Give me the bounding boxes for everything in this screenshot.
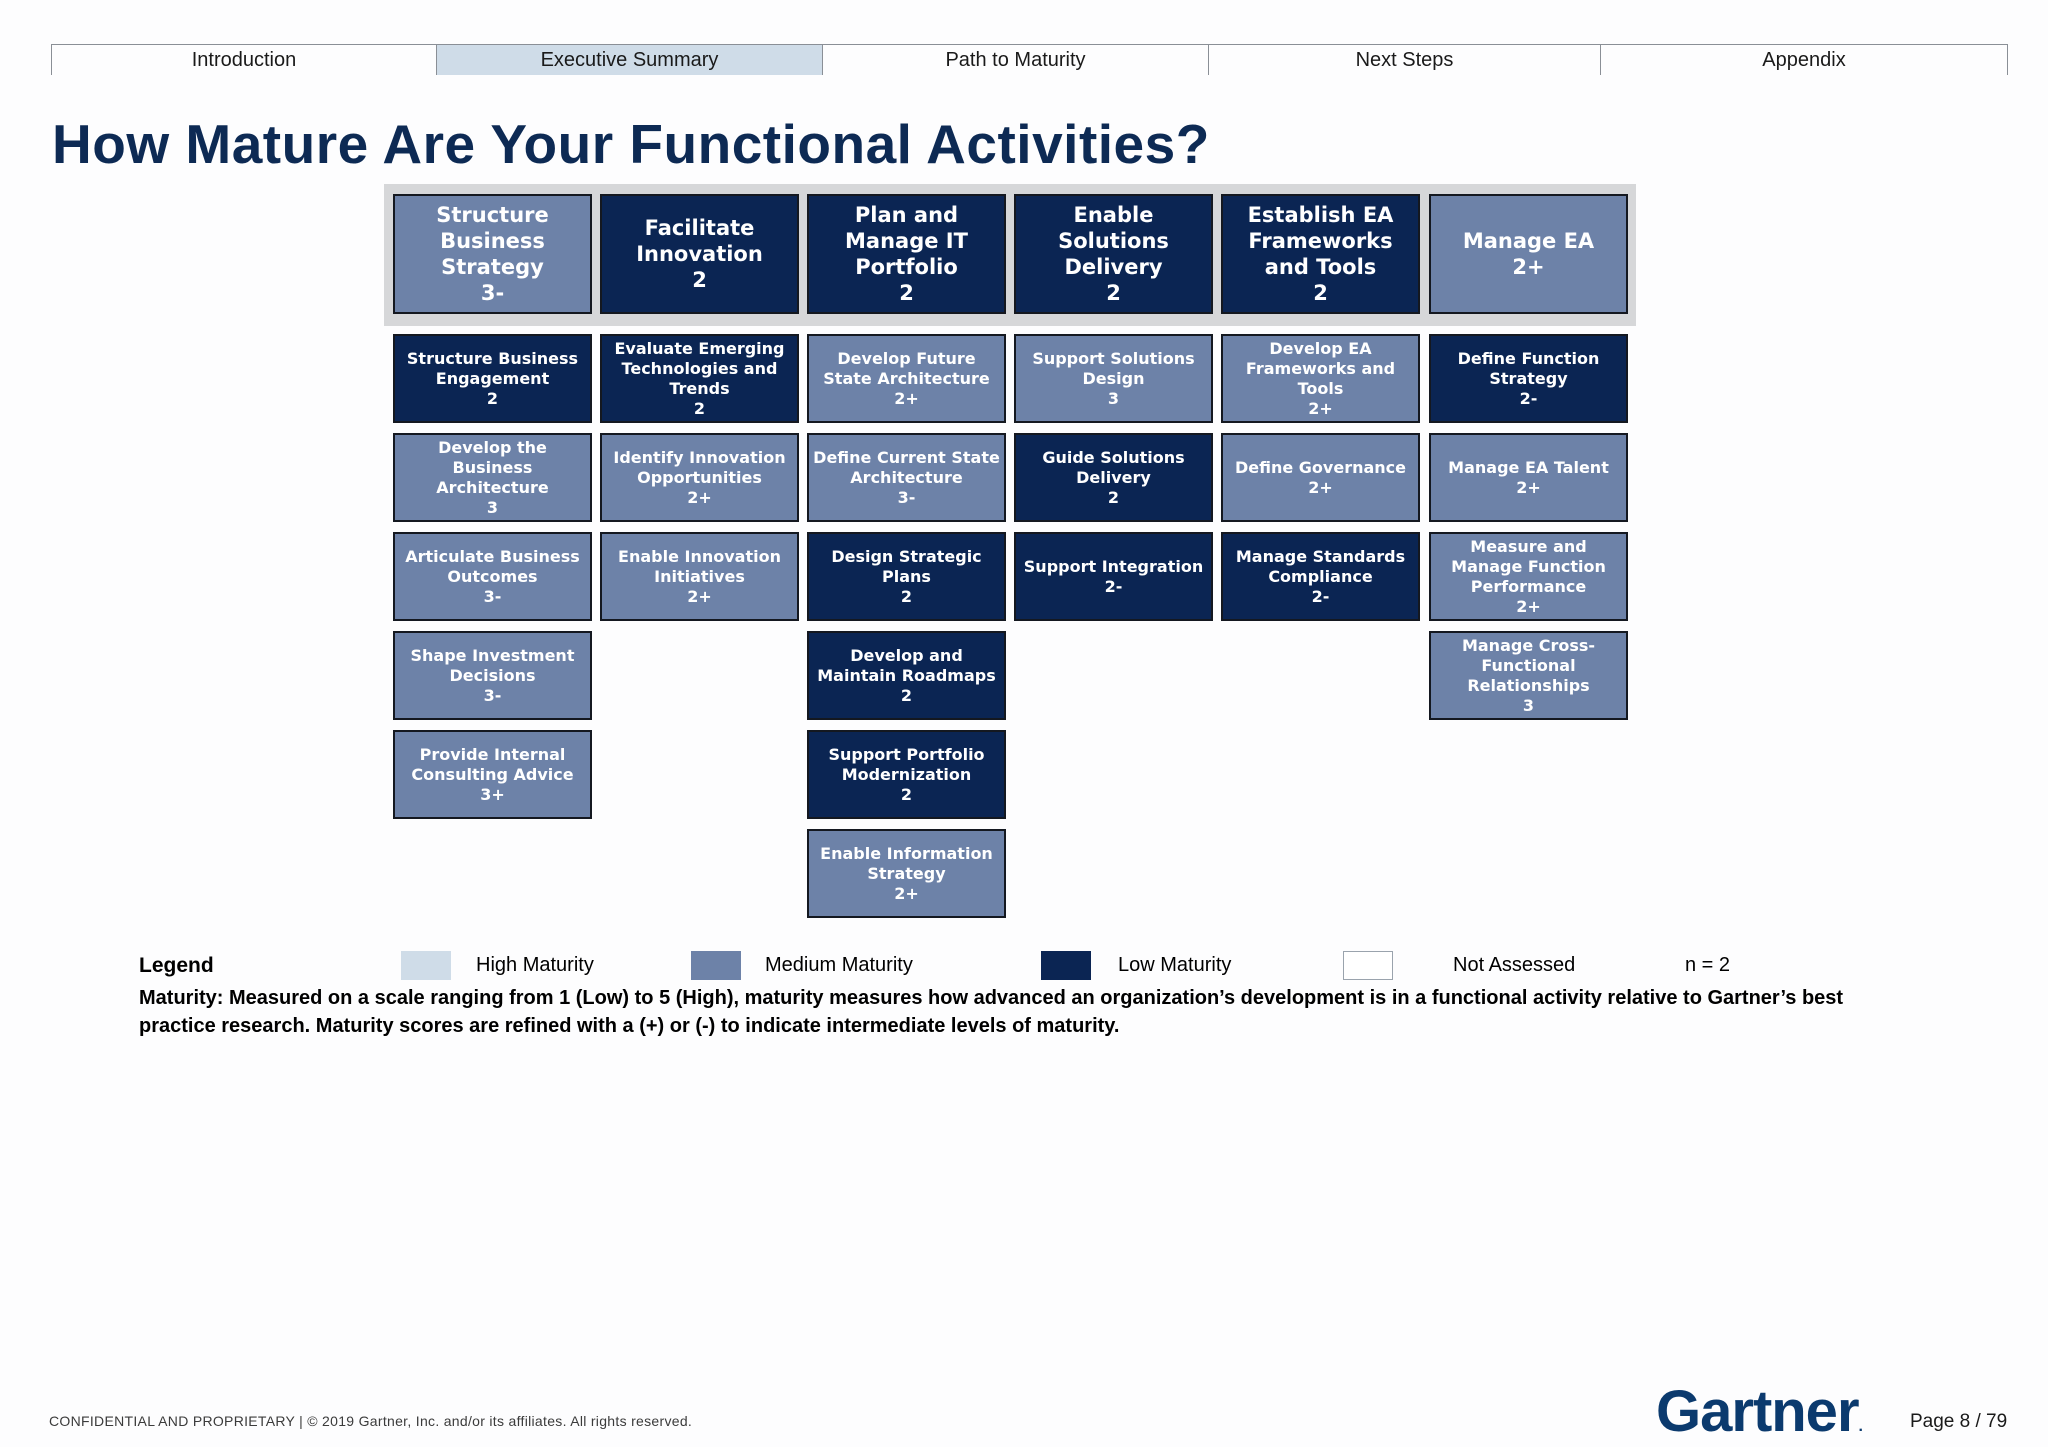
activity-name: Articulate Business Outcomes xyxy=(405,546,580,586)
activity-score: 3- xyxy=(483,586,502,606)
maturity-note: Maturity: Measured on a scale ranging from 1 (Low) to 5 (High), maturity measures how advanced an organization’s development is in a functional activity relative to Gartner’s best practice research. Maturity scores are refined with a (+) or (-) to indicate intermediate levels of maturity. xyxy=(139,987,1844,1037)
activity-score: 2- xyxy=(1519,388,1538,408)
activity-score: 2+ xyxy=(894,883,919,903)
activity-name: Support Portfolio Modernization xyxy=(828,744,985,784)
category-name: Establish EA Frameworks and Tools xyxy=(1247,203,1394,279)
activity-score: 3 xyxy=(486,497,499,517)
activity-score: 3 xyxy=(1522,695,1535,715)
activity-score: 2+ xyxy=(1516,596,1541,616)
activity-cell[interactable] xyxy=(393,532,592,621)
activity-score: 2+ xyxy=(687,586,712,606)
legend-not-assessed-label: Not Assessed xyxy=(1453,954,1576,976)
activity-name: Evaluate Emerging Technologies and Trends xyxy=(614,338,785,398)
legend-label: Legend xyxy=(139,954,214,977)
activity-cell[interactable] xyxy=(600,334,799,423)
activity-name: Develop Future State Architecture xyxy=(823,348,990,388)
tab-next-steps[interactable]: Next Steps xyxy=(1208,45,1600,75)
tab-introduction[interactable]: Introduction xyxy=(51,45,436,75)
activity-score: 2 xyxy=(900,586,913,606)
activity-score: 2- xyxy=(1311,586,1330,606)
category-name: Structure Business Strategy xyxy=(436,203,549,279)
activity-name: Define Current State Architecture xyxy=(813,447,1000,487)
tab-appendix[interactable]: Appendix xyxy=(1600,45,2008,75)
activity-name: Support Integration xyxy=(1023,556,1204,576)
activity-score: 3 xyxy=(1107,388,1120,408)
activity-name: Shape Investment Decisions xyxy=(410,645,575,685)
activity-name: Provide Internal Consulting Advice xyxy=(411,744,574,784)
activity-score: 2+ xyxy=(1308,398,1333,418)
activity-cell[interactable] xyxy=(1221,532,1420,621)
activity-score: 3+ xyxy=(480,784,505,804)
section-nav xyxy=(51,44,2008,74)
sample-size: n = 2 xyxy=(1685,954,1731,976)
category-score: 2 xyxy=(1106,281,1121,305)
activity-cell[interactable] xyxy=(1221,334,1420,423)
activity-cell[interactable] xyxy=(393,433,592,522)
category-name: Plan and Manage IT Portfolio xyxy=(845,203,968,279)
activity-name: Support Solutions Design xyxy=(1032,348,1195,388)
activity-score: 2+ xyxy=(1308,477,1333,497)
legend-swatch-not-assessed xyxy=(1343,951,1393,980)
activity-name: Manage EA Talent xyxy=(1448,457,1609,477)
activity-name: Structure Business Engagement xyxy=(406,348,579,388)
activity-name: Develop EA Frameworks and Tools xyxy=(1245,338,1396,398)
category-name: Facilitate Innovation xyxy=(636,216,763,266)
activity-cell[interactable] xyxy=(1221,433,1420,522)
activity-name: Define Function Strategy xyxy=(1457,348,1600,388)
page-number: Page 8 / 79 xyxy=(1910,1411,2008,1432)
category-header[interactable] xyxy=(1221,194,1420,314)
activity-cell[interactable] xyxy=(807,730,1006,819)
category-name: Enable Solutions Delivery xyxy=(1058,203,1169,279)
category-header[interactable] xyxy=(1429,194,1628,314)
activity-cell[interactable] xyxy=(393,334,592,423)
activity-score: 2 xyxy=(900,685,913,705)
category-header[interactable] xyxy=(1014,194,1213,314)
activity-cell[interactable] xyxy=(600,532,799,621)
activity-name: Identify Innovation Opportunities xyxy=(613,447,786,487)
tab-path-to-maturity[interactable]: Path to Maturity xyxy=(822,45,1208,75)
category-score: 2 xyxy=(692,268,707,292)
activity-score: 2- xyxy=(1104,576,1123,596)
legend-high-label: High Maturity xyxy=(476,954,594,976)
activity-score: 2+ xyxy=(894,388,919,408)
activity-cell[interactable] xyxy=(1429,334,1628,423)
activity-cell[interactable] xyxy=(1429,532,1628,621)
category-header[interactable] xyxy=(600,194,799,314)
category-header[interactable] xyxy=(807,194,1006,314)
activity-name: Define Governance xyxy=(1234,457,1406,477)
legend-swatch-medium xyxy=(691,951,741,980)
activity-name: Design Strategic Plans xyxy=(831,546,982,586)
category-score: 3- xyxy=(480,281,505,305)
activity-cell[interactable] xyxy=(1429,631,1628,720)
legend-medium-label: Medium Maturity xyxy=(765,954,913,976)
category-score: 2 xyxy=(899,281,914,305)
category-header[interactable] xyxy=(393,194,592,314)
activity-cell[interactable] xyxy=(807,631,1006,720)
activity-cell[interactable] xyxy=(807,433,1006,522)
page-title: How Mature Are Your Functional Activities? xyxy=(52,113,1210,175)
footer-copyright: CONFIDENTIAL AND PROPRIETARY | © 2019 Gartner, Inc. and/or its affiliates. All rights reserved. xyxy=(49,1413,693,1429)
activity-cell[interactable] xyxy=(600,433,799,522)
activity-score: 3- xyxy=(897,487,916,507)
activity-name: Guide Solutions Delivery xyxy=(1042,447,1185,487)
gartner-logo: Gartner. xyxy=(1656,1379,1862,1444)
activity-score: 3- xyxy=(483,685,502,705)
activity-cell[interactable] xyxy=(807,829,1006,918)
activity-cell[interactable] xyxy=(807,334,1006,423)
activity-name: Manage Standards Compliance xyxy=(1235,546,1406,586)
activity-cell[interactable] xyxy=(1014,532,1213,621)
activity-name: Develop the Business Architecture xyxy=(436,437,549,497)
activity-name: Manage Cross-Functional Relationships xyxy=(1461,635,1596,695)
legend-swatch-high xyxy=(401,951,451,980)
activity-name: Develop and Maintain Roadmaps xyxy=(817,645,996,685)
category-score: 2 xyxy=(1313,281,1328,305)
activity-cell[interactable] xyxy=(1429,433,1628,522)
legend-swatch-low xyxy=(1041,951,1091,980)
activity-cell[interactable] xyxy=(393,730,592,819)
tab-executive-summary[interactable]: Executive Summary xyxy=(436,45,822,75)
activity-score: 2 xyxy=(693,398,706,418)
activity-name: Measure and Manage Function Performance xyxy=(1451,536,1606,596)
activity-name: Enable Information Strategy xyxy=(820,843,993,883)
activity-score: 2 xyxy=(1107,487,1120,507)
category-score: 2+ xyxy=(1512,255,1545,279)
activity-score: 2+ xyxy=(687,487,712,507)
legend-low-label: Low Maturity xyxy=(1118,954,1232,976)
category-name: Manage EA xyxy=(1462,229,1595,253)
activity-score: 2 xyxy=(486,388,499,408)
activity-score: 2 xyxy=(900,784,913,804)
activity-cell[interactable] xyxy=(1014,334,1213,423)
activity-score: 2+ xyxy=(1516,477,1541,497)
activity-cell[interactable] xyxy=(393,631,592,720)
activity-cell[interactable] xyxy=(1014,433,1213,522)
activity-name: Enable Innovation Initiatives xyxy=(618,546,781,586)
activity-cell[interactable] xyxy=(807,532,1006,621)
